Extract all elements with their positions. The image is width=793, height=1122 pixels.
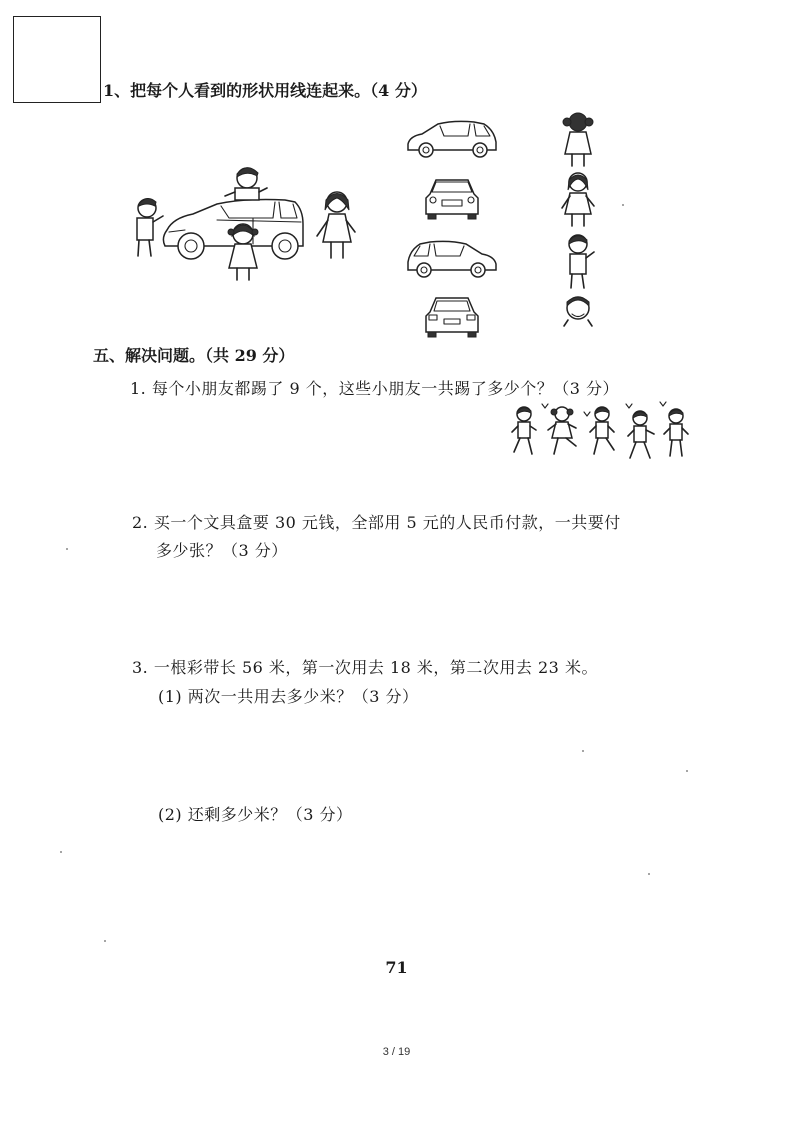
kids-kicking-shuttlecock-illustration	[510, 402, 694, 466]
question-1-text: 1. 每个小朋友都踢了 9 个，这些小朋友一共踢了多少个？（3 分）	[130, 379, 619, 398]
car-rear-view	[424, 294, 480, 338]
child-right-girl	[317, 192, 355, 258]
scan-speck	[648, 873, 650, 875]
car-front-view	[424, 176, 480, 220]
matching-question-title: 1、把每个人看到的形状用线连起来。（4 分）	[103, 81, 427, 100]
girl-back-view	[560, 110, 596, 168]
child-left	[137, 198, 163, 256]
scan-speck	[60, 851, 62, 853]
section-five-title: 五、解决问题。（共 29 分）	[93, 346, 295, 365]
question-3-stem: 3. 一根彩带长 56 米，第一次用去 18 米，第二次用去 23 米。	[132, 658, 598, 677]
scan-speck	[66, 548, 68, 550]
car-side-view-left	[404, 116, 500, 160]
boy-side-view	[560, 232, 596, 290]
scan-speck	[104, 940, 106, 942]
question-2-text-line1: 2. 买一个文具盒要 30 元钱，全部用 5 元的人民币付款，一共要付	[132, 513, 621, 532]
score-box	[13, 16, 101, 103]
question-3-part-2: (2) 还剩多少米？（3 分）	[158, 805, 353, 824]
car-scene-illustration	[125, 160, 365, 285]
scan-speck	[622, 204, 624, 206]
question-2-text-line2: 多少张？（3 分）	[156, 541, 288, 560]
page-number: 71	[385, 958, 408, 977]
child-top	[225, 168, 267, 200]
child-top-view	[562, 292, 594, 328]
girl-front-view	[560, 170, 596, 228]
car-side-view-right	[404, 236, 500, 280]
question-3-part-1: (1) 两次一共用去多少米？（3 分）	[158, 687, 419, 706]
child-front-girl	[228, 224, 258, 280]
page-counter: 3 / 19	[382, 1046, 411, 1058]
scan-speck	[686, 770, 688, 772]
scan-speck	[582, 750, 584, 752]
